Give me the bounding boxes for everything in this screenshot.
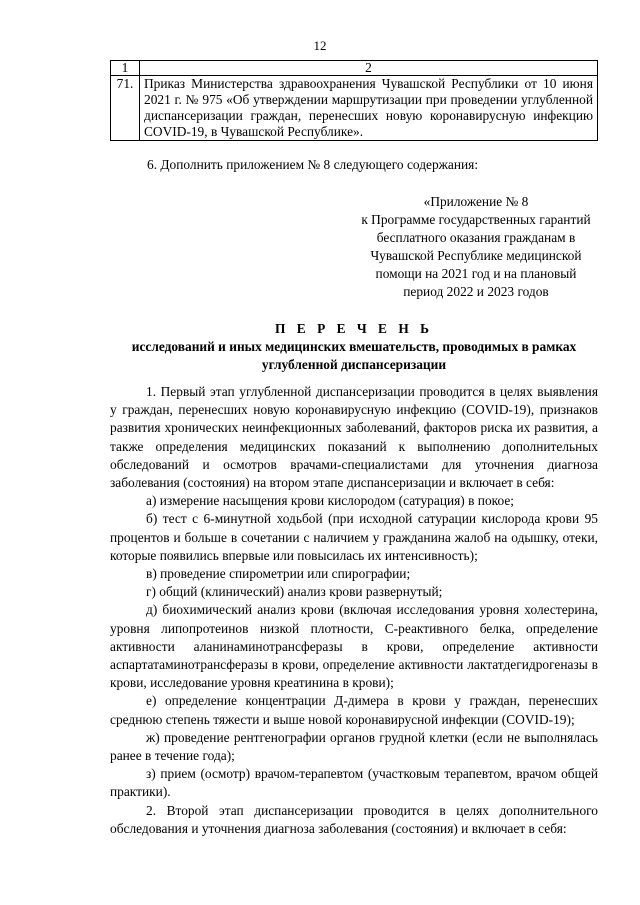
annex-line: период 2022 и 2023 годов [403,284,549,299]
annex-header [346,193,606,301]
continuation-table [110,60,598,141]
paragraph: з) прием (осмотр) врачом-терапевтом (участковым терапевтом, врачом общей практики). [110,766,598,800]
document-subtitle-line2: углубленной диспансеризации [261,357,447,372]
annex-line: «Приложение № 8 [423,194,529,209]
paragraph: 1. Первый этап углубленной диспансеризации проводится в целях выявления у граждан, перенесших новую коронавирусную инфекцию (COVID-19), признаков развития хронических неинфекционных заболеваний, факторов риска их развития, а также определения медицинских показаний к выполнению дополнительных обследований и осмотров врачами-специалистами для уточнения диагноза заболевания (состояния) на втором этапе диспансеризации и включает в себя: [110,384,598,491]
paragraph: е) определение концентрации Д-димера в крови у граждан, перенесших среднюю степень тяжести и выше новой коронавирусной инфекции (COVID-19); [110,693,598,727]
annex-line: к Программе государственных гарантий [361,212,591,227]
paragraph: д) биохимический анализ крови (включая исследования уровня холестерина, уровня липопротеинов низкой плотности, С-реактивного белка, определение активности аланинаминотрансферазы в крови, определение активности аспартатаминотрансферазы в крови, определение активности лактатдегидрогеназы в крови, исследование уровня креатинина в крови); [110,602,598,691]
annex-line: бесплатного оказания гражданам в [376,230,576,245]
document-body [110,383,598,838]
paragraph: а) измерение насыщения крови кислородом (сатурация) в покое; [146,493,514,509]
table-row-number: 71. [111,76,140,141]
paragraph: ж) проведение рентгенографии органов грудной клетки (если не выполнялась ранее в течение года); [110,729,598,764]
paragraph: б) тест с 6-минутной ходьбой (при исходной сатурации кислорода крови 95 процентов и больше в сочетании с наличием у гражданина жалоб на одышку, отеки, которые появились впервые или повысилась их интенсивность); [110,511,598,563]
table-header-row [111,61,598,76]
paragraph: г) общий (клинический) анализ крови развернутый; [146,584,443,600]
amendment-item: 6. Дополнить приложением № 8 следующего содержания: [147,157,479,172]
paragraph: в) проведение спирометрии или спирографии; [146,566,411,582]
annex-line: Чувашской Республике медицинской [370,248,582,263]
paragraph: 2. Второй этап диспансеризации проводится в целях дополнительного обследования и уточнения диагноза заболевания (состояния) и включает в себя: [110,802,598,836]
document-subtitle: исследований и иных медицинских вмешательств, проводимых в рамках [131,339,577,354]
table-header-col-1: 1 [111,61,140,76]
table-row-text: Приказ Министерства здравоохранения Чувашской Республики от 10 июня 2021 г. № 975 «Об утверждении маршрутизации при проведении углубленной диспансеризации граждан, перенесших новую коронавирусную инфекцию COVID-19, в Чувашской Республике». [140,76,598,141]
document-title: П Е Р Е Ч Е Н Ь [275,321,433,336]
page-number: 12 [313,38,327,53]
table-header-col-2: 2 [140,61,598,76]
annex-line: помощи на 2021 год и на плановый [375,266,577,281]
table-row [111,76,598,141]
